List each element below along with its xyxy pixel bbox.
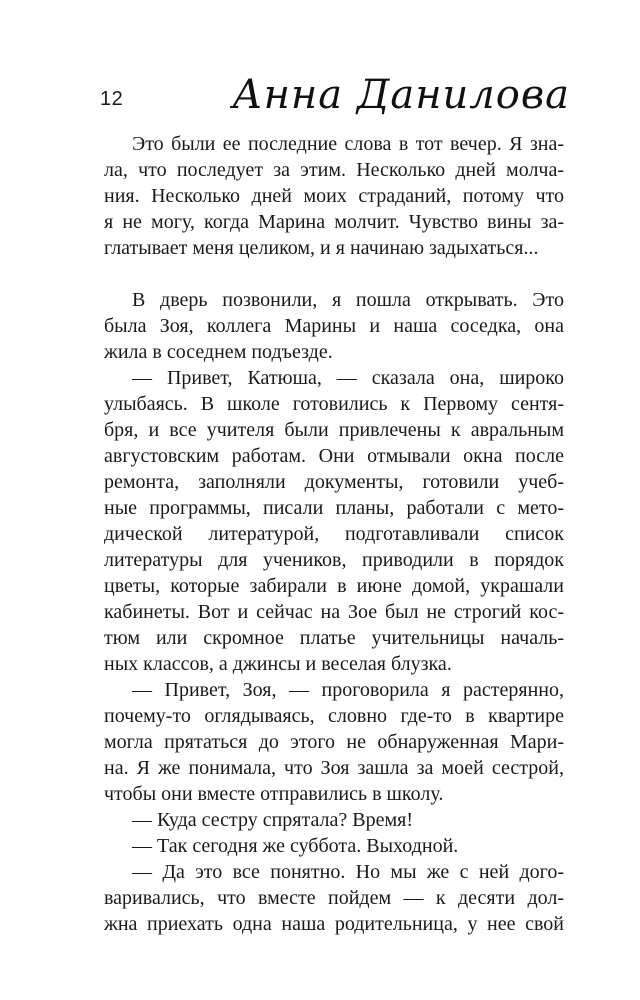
text-line: августовским работам. Они отмывали окна после: [104, 445, 564, 467]
text-line: — Так сегодня же суббота. Выходной.: [132, 835, 459, 857]
text-line: ния. Несколько дней моих страданий, потому что: [104, 185, 564, 207]
text-line: дической литературой, подготавливали список: [104, 523, 565, 545]
text-line: ла, что последует за этим. Несколько дней молча-: [104, 159, 565, 181]
text-line: — Куда сестру спрятала? Время!: [132, 809, 414, 831]
paragraph: [104, 287, 564, 365]
running-header-author: Анна Данилова: [232, 72, 570, 118]
text-line: кабинеты. Вот и сейчас на Зое был не строгий кос-: [104, 601, 564, 623]
text-line: жила в соседнем подъезде.: [104, 341, 333, 363]
text-line: — Привет, Катюша, — сказала она, широко: [132, 367, 564, 389]
text-line: — Да это все понятно. Но мы же с ней дого-: [132, 861, 565, 883]
text-line: могла прятаться до этого не обнаруженная Мари-: [104, 731, 564, 753]
section-break: [104, 261, 564, 287]
text-line: цветы, которые забирали в июне домой, украшали: [104, 575, 564, 597]
text-line: я не могу, когда Марина молчит. Чувство вины за-: [104, 211, 565, 233]
paragraph: [104, 131, 564, 261]
text-line: чтобы они вместе отправились в школу.: [104, 783, 444, 805]
text-line: улыбаясь. В школе готовились к Первому сентя-: [104, 393, 564, 415]
text-line: ные программы, писали планы, работали с мето-: [104, 497, 565, 519]
text-line: ных классов, а джинсы и веселая блузка.: [104, 653, 452, 675]
paragraph: [104, 859, 564, 937]
text-line: почему-то оглядываясь, словно где-то в квартире: [104, 705, 564, 727]
paragraph: [104, 833, 564, 859]
text-line: литературы для учеников, приводили в порядок: [104, 549, 565, 571]
body-text: [104, 131, 564, 937]
text-line: ремонта, заполняли документы, готовили учеб-: [104, 471, 564, 493]
paragraph: [104, 807, 564, 833]
text-line: глатывает меня целиком, и я начинаю задыхаться...: [104, 237, 539, 259]
text-line: — Привет, Зоя, — проговорила я растерянно,: [132, 679, 564, 701]
text-line: тюм или скромное платье учительницы началь-: [104, 627, 565, 649]
paragraph: [104, 677, 564, 807]
text-line: Это были ее последние слова в тот вечер. Я зна-: [132, 133, 564, 155]
text-line: была Зоя, коллега Марины и наша соседка, она: [104, 315, 564, 337]
text-line: бря, и все учителя были привлечены к авральным: [104, 419, 564, 441]
text-line: на. Я же понимала, что Зоя зашла за моей сестрой,: [104, 757, 564, 779]
text-line: В дверь позвонили, я пошла открывать. Это: [132, 289, 564, 311]
paragraph: [104, 365, 564, 677]
text-line: жна приехать одна наша родительница, у нее свой: [104, 913, 564, 935]
page-number: 12: [100, 88, 124, 110]
text-line: варивались, что вместе пойдем — к десяти дол-: [104, 887, 565, 909]
